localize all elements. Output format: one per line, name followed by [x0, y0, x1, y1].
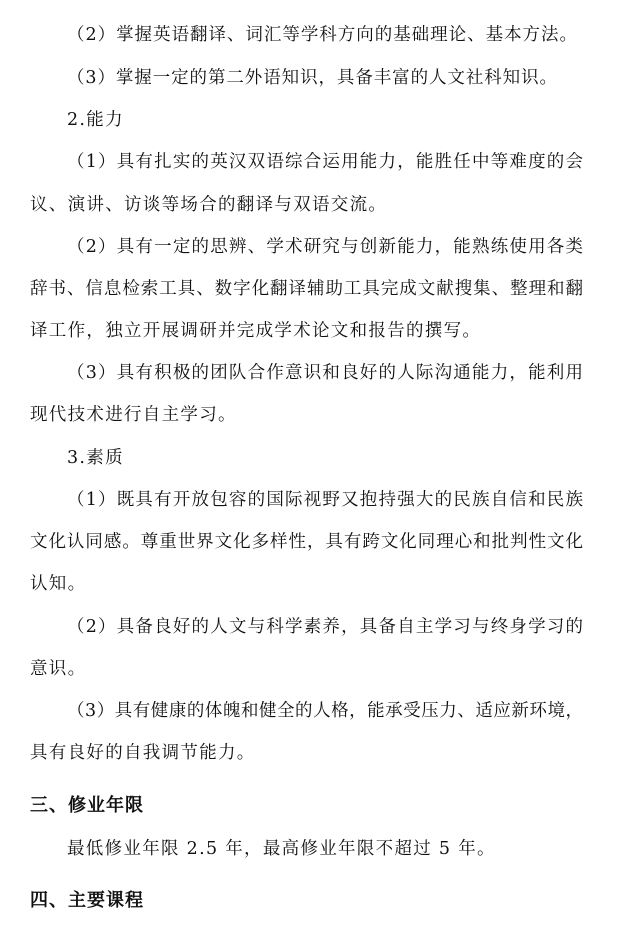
ability-heading: 2.能力 — [67, 110, 124, 130]
ability-item-2-line-2: 辞书、信息检索工具、数字化翻译辅助工具完成文献搜集、整理和翻 — [30, 279, 583, 299]
ability-item-1-line-2: 议、演讲、访谈等场合的翻译与双语交流。 — [30, 195, 388, 215]
quality-item-1-line-1: （1）既具有开放包容的国际视野又抱持强大的民族自信和民族 — [67, 490, 583, 510]
ability-item-3-line-2: 现代技术进行自主学习。 — [30, 405, 237, 425]
quality-heading: 3.素质 — [67, 448, 124, 468]
quality-item-1-line-3: 认知。 — [30, 574, 87, 594]
quality-item-3-line-2: 具有良好的自我调节能力。 — [30, 743, 256, 763]
section-4-heading: 四、主要课程 — [30, 890, 144, 911]
quality-item-2-line-2: 意识。 — [30, 659, 87, 679]
knowledge-item-3: （3）掌握一定的第二外语知识，具备丰富的人文社科知识。 — [67, 68, 557, 88]
quality-item-3-line-1: （3）具有健康的体魄和健全的人格，能承受压力、适应新环境， — [67, 701, 583, 721]
knowledge-item-2: （2）掌握英语翻译、词汇等学科方向的基础理论、基本方法。 — [67, 25, 577, 45]
section-3-heading: 三、修业年限 — [30, 795, 144, 816]
ability-item-3-line-1: （3）具有积极的团队合作意识和良好的人际沟通能力，能利用 — [67, 363, 583, 383]
ability-item-2-line-3: 译工作，独立开展调研并完成学术论文和报告的撰写。 — [30, 321, 482, 341]
ability-item-2-line-1: （2）具有一定的思辨、学术研究与创新能力，能熟练使用各类 — [67, 237, 583, 257]
ability-item-1-line-1: （1）具有扎实的英汉双语综合运用能力，能胜任中等难度的会 — [67, 152, 583, 172]
section-3-body: 最低修业年限 2.5 年，最高修业年限不超过 5 年。 — [67, 839, 496, 859]
quality-item-2-line-1: （2）具备良好的人文与科学素养，具备自主学习与终身学习的 — [67, 617, 583, 637]
quality-item-1-line-2: 文化认同感。尊重世界文化多样性，具有跨文化同理心和批判性文化 — [30, 532, 583, 552]
